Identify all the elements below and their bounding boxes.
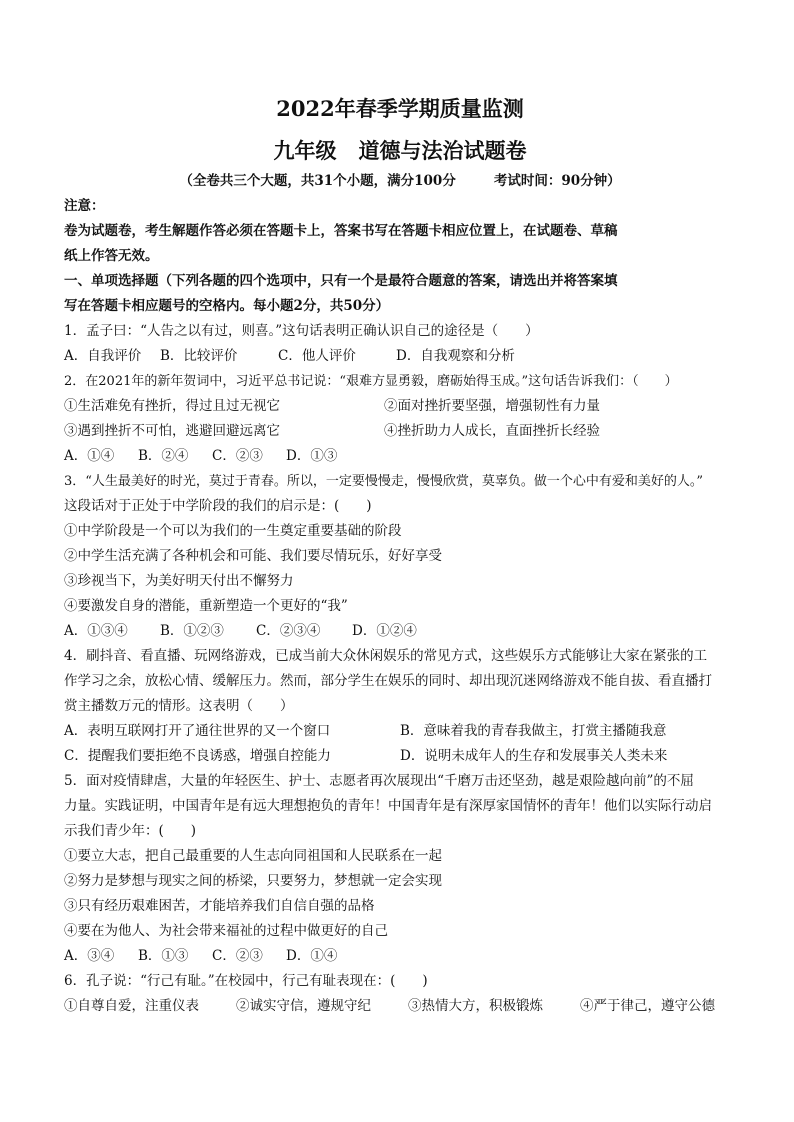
exam-info (64, 170, 736, 192)
question-1-options (64, 344, 736, 369)
exam-title: 2022年春季学期质量监测 (276, 96, 524, 121)
option-c: C．②③④ (256, 623, 321, 639)
statement-4: ④要在为他人、为社会带来福祉的过程中做更好的自己 (64, 923, 388, 939)
statement-1: ①生活难免有挫折，得过且过无视它 (64, 398, 280, 414)
question-2-statements (64, 419, 736, 444)
question-5-stem: 示我们青少年：( ) (64, 823, 197, 839)
statement-2: ②努力是梦想与现实之间的桥梁，只要努力，梦想就一定会实现 (64, 873, 442, 889)
statement-2: ②中学生活充满了各种机会和可能、我们要尽情玩乐，好好享受 (64, 548, 442, 564)
question-6-stem: 6．孔子说：“行己有耻。”在校园中，行己有耻表现在：( ) (64, 973, 428, 989)
question-5-options (64, 944, 736, 969)
option-d: D．说明未成年人的生存和发展事关人类未来 (400, 748, 668, 764)
exam-subtitle (64, 136, 736, 166)
exam-page (64, 90, 736, 1019)
question-3-stem: 这段话对于正处于中学阶段的我们的启示是：( ) (64, 498, 372, 514)
exam-time: 考试时间：90分钟） (493, 173, 621, 189)
statement-2: ②面对挫折要坚强，增强韧性有力量 (384, 398, 600, 414)
option-a: A．表明互联网打开了通往世界的又一个窗口 (64, 723, 331, 739)
question-3-stem: 3．“人生最美好的时光，莫过于青春。所以，一定要慢慢走，慢慢欣赏，莫辜负。做一个心中有爱和美好的人。” (64, 474, 704, 489)
option-c: C．他人评价 (278, 348, 356, 364)
question-5-stem: 力量。实践证明，中国青年是有远大理想抱负的青年！中国青年是有深厚家国情怀的青年！他们以实际行动启 (64, 798, 712, 814)
statement-4: ④挫折助力人成长，直面挫折长经验 (384, 423, 600, 439)
statement-1: ①要立大志，把自己最重要的人生志向同祖国和人民联系在一起 (64, 848, 442, 864)
question-2-stem: 2．在2021年的新年贺词中，习近平总书记说：“艰难方显勇毅，磨砺始得玉成。”这句话告诉我们：（ ） (64, 374, 678, 389)
question-5-stem: 5．面对疫情肆虐，大量的年轻医生、护士、志愿者再次展现出“千磨万击还坚劲，越是艰险越向前”的不屈 (64, 773, 694, 789)
question-4-stem: 4．刷抖音、看直播、玩网络游戏，已成当前大众休闲娱乐的常见方式，这些娱乐方式能够让大家在紧张的工 (64, 648, 708, 664)
question-3-options (64, 619, 736, 644)
option-c: C．提醒我们要拒绝不良诱惑，增强自控能力 (64, 748, 331, 764)
question-6-statements (64, 994, 736, 1019)
question-4-stem: 作学习之余，放松心情、缓解压力。然而，部分学生在娱乐的同时、却出现沉迷网络游戏不能自拔、看直播打 (64, 673, 712, 689)
grade-label: 九年级 (273, 138, 337, 163)
option-d: D．①④ (286, 948, 338, 964)
option-d: D．①③ (286, 448, 338, 464)
option-d: D．自我观察和分析 (396, 348, 515, 364)
option-c: C．②③ (212, 448, 263, 464)
option-a: A．①④ (64, 448, 115, 464)
option-b: B．①②③ (160, 623, 224, 639)
section-heading: 写在答题卡相应题号的空格内。每小题2分，共50分） (64, 298, 390, 314)
option-b: B．①③ (138, 948, 189, 964)
question-4-stem: 赏主播数万元的情形。这表明（ ） (64, 698, 294, 714)
question-4-options (64, 719, 736, 744)
question-2-statements (64, 394, 736, 419)
option-a: A．自我评价 (64, 348, 142, 364)
question-4-options (64, 744, 736, 769)
option-b: B．意味着我的青春我做主，打赏主播随我意 (400, 723, 667, 739)
question-1-stem: 1．孟子曰：“人告之以有过，则喜。”这句话表明正确认识自己的途径是（ ） (64, 323, 539, 339)
notice-line: 卷为试题卷，考生解题作答必须在答题卡上，答案书写在答题卡相应位置上，在试题卷、草稿 (64, 223, 618, 239)
option-b: B．②④ (138, 448, 189, 464)
statement-3: ③热情大方，积极锻炼 (408, 998, 543, 1014)
option-a: A．①③④ (64, 623, 128, 639)
question-2-options (64, 444, 736, 469)
statement-1: ①自尊自爱，注重仪表 (64, 998, 199, 1014)
notice-line: 纸上作答无效。 (64, 248, 159, 264)
subject-label: 道德与法治试题卷 (358, 138, 527, 163)
statement-3: ③只有经历艰难困苦，才能培养我们自信自强的品格 (64, 898, 375, 914)
statement-3: ③珍视当下，为美好明天付出不懈努力 (64, 573, 294, 589)
option-b: B．比较评价 (160, 348, 238, 364)
notice-label: 注意： (64, 198, 105, 214)
option-c: C．②③ (212, 948, 263, 964)
statement-3: ③遇到挫折不可怕，逃避回避远离它 (64, 423, 280, 439)
statement-4: ④要激发自身的潜能，重新塑造一个更好的“我” (64, 598, 348, 614)
option-a: A．③④ (64, 948, 115, 964)
section-heading: 一、单项选择题（下列各题的四个选项中，只有一个是最符合题意的答案，请选出并将答案填 (64, 273, 618, 289)
statement-2: ②诚实守信，遵规守纪 (236, 998, 371, 1014)
statement-4: ④严于律己，遵守公德 (580, 998, 715, 1014)
option-d: D．①②④ (352, 623, 417, 639)
exam-scope: （全卷共三个大题，共31个小题，满分100分 (179, 173, 456, 189)
statement-1: ①中学阶段是一个可以为我们的一生奠定重要基础的阶段 (64, 523, 402, 539)
